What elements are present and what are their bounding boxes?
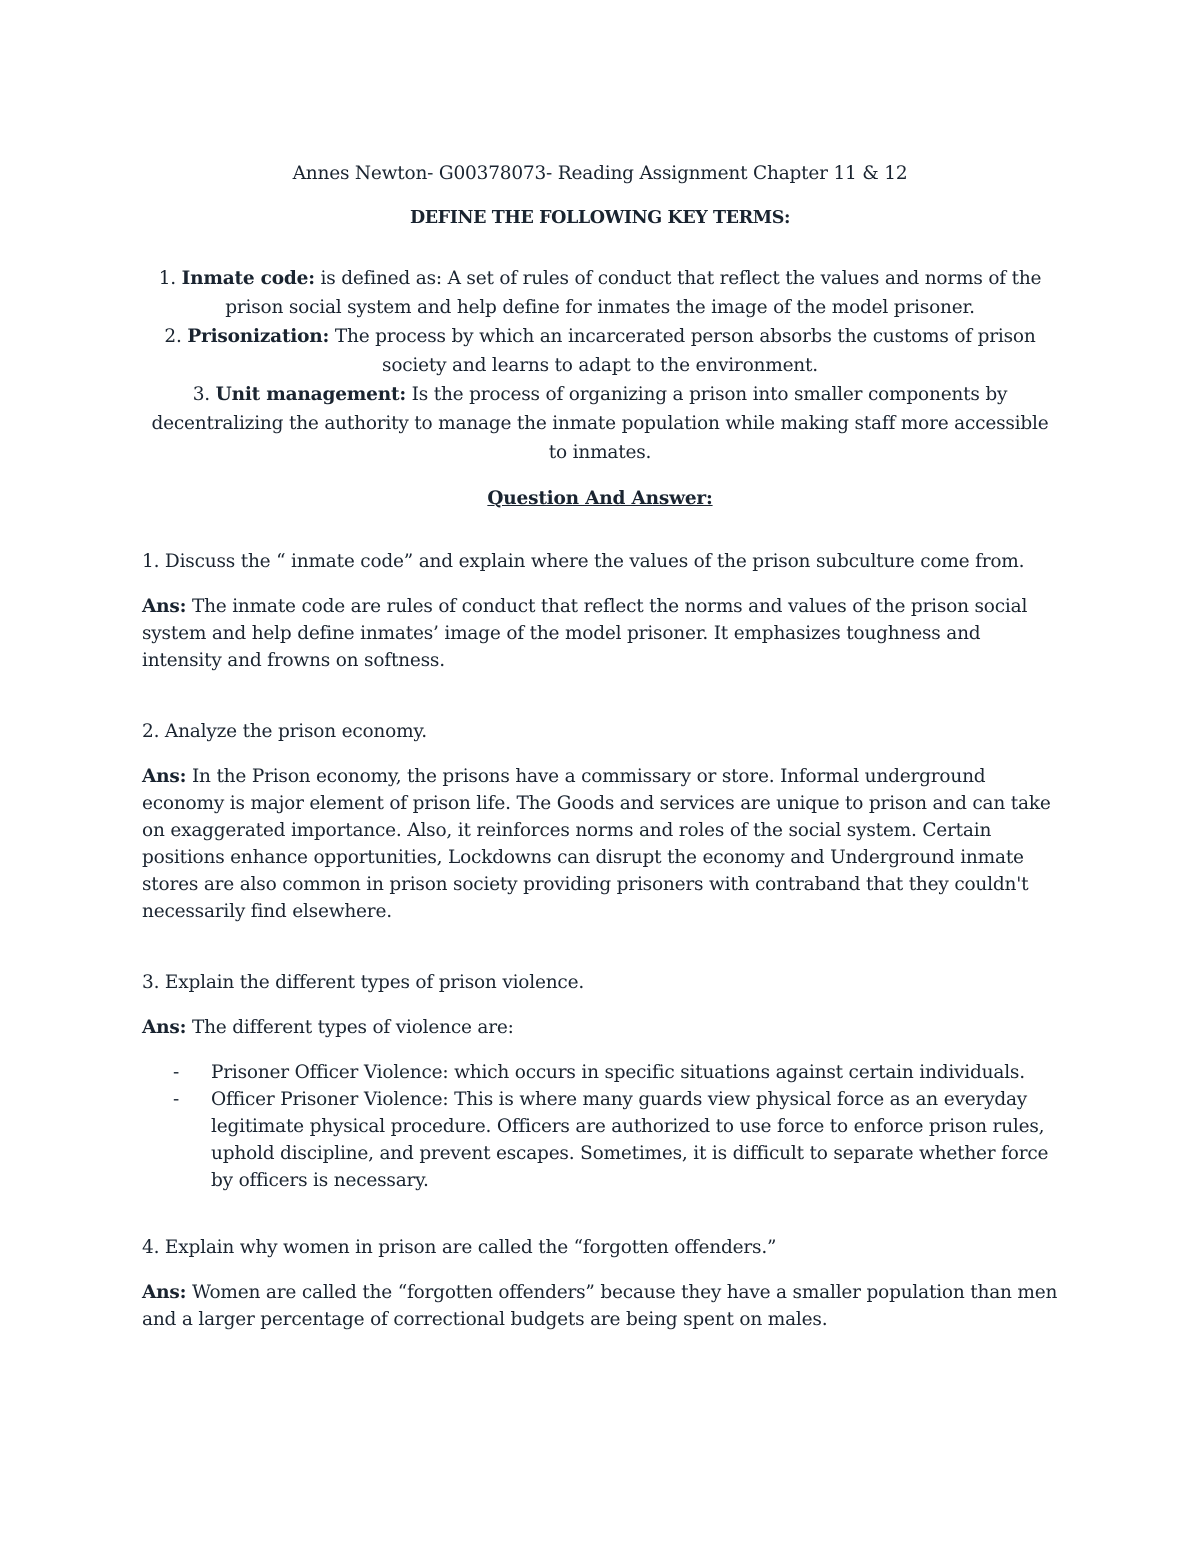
- key-terms-heading: DEFINE THE FOLLOWING KEY TERMS:: [409, 208, 791, 228]
- answer-label: Ans:: [142, 596, 187, 617]
- key-term-item: [142, 264, 1058, 322]
- answer-text: Women are called the “forgotten offenders” because they have a smaller population than men and a larger percentage of correctional budgets are being spent on males.: [142, 1282, 1058, 1330]
- question-1: 1. Discuss the “ inmate code” and explain where the values of the prison subculture come from.: [142, 551, 1025, 572]
- answer-label: Ans:: [142, 766, 187, 787]
- document-title: Annes Newton- G00378073- Reading Assignment Chapter 11 & 12: [292, 163, 908, 184]
- answer-4: [142, 1279, 1058, 1333]
- key-term-number: 1.: [158, 268, 176, 289]
- question-4: 4. Explain why women in prison are called the “forgotten offenders.”: [142, 1237, 777, 1258]
- key-term-item: [142, 322, 1058, 380]
- key-term-definition: The process by which an incarcerated person absorbs the customs of prison society and learns to adapt to the environment.: [334, 326, 1036, 376]
- key-term-name: Inmate code:: [181, 268, 315, 289]
- qa-heading: Question And Answer:: [487, 488, 713, 509]
- answer-label: Ans:: [142, 1282, 187, 1303]
- list-item-text: Prisoner Officer Violence: which occurs in specific situations against certain individuals.: [211, 1062, 1025, 1083]
- key-term-number: 2.: [164, 326, 182, 347]
- answer-label: Ans:: [142, 1017, 187, 1038]
- key-term-name: Prisonization:: [187, 326, 330, 347]
- list-item: [142, 1086, 1058, 1194]
- key-term-definition: is defined as: A set of rules of conduct that reflect the values and norms of the prison social system and help define for inmates the image of the model prisoner.: [225, 268, 1042, 318]
- bullet-dash: -: [173, 1062, 180, 1083]
- answer-text: The inmate code are rules of conduct that reflect the norms and values of the prison social system and help define inmates’ image of the model prisoner. It emphasizes toughness and intensity and frowns on softness.: [142, 596, 1028, 671]
- document-body: [142, 160, 1058, 1333]
- list-item-text: Officer Prisoner Violence: This is where many guards view physical force as an everyday legitimate physical procedure. Officers are authorized to use force to enforce prison rules, uphold discipline, and prevent escapes. Sometimes, it is difficult to separate whether force by officers is necessary.: [211, 1089, 1049, 1191]
- key-term-number: 3.: [192, 384, 210, 405]
- list-item: [142, 1059, 1058, 1086]
- key-term-definition: Is the process of organizing a prison into smaller components by decentralizing the authority to manage the inmate population while making staff more accessible to inmates.: [151, 384, 1049, 463]
- key-term-name: Unit management:: [215, 384, 406, 405]
- answer-text: The different types of violence are:: [191, 1017, 514, 1038]
- answer-3: [142, 1014, 1058, 1041]
- violence-types-list: [142, 1059, 1058, 1194]
- answer-text: In the Prison economy, the prisons have a commissary or store. Informal underground economy is major element of prison life. The Goods and services are unique to prison and can take on exaggerated importance. Also, it reinforces norms and roles of the social system. Certain positions enhance opportunities, Lockdowns can disrupt the economy and Underground inmate stores are also common in prison society providing prisoners with contraband that they couldn't necessarily find elsewhere.: [142, 766, 1051, 922]
- question-3: 3. Explain the different types of prison violence.: [142, 972, 584, 993]
- question-2: 2. Analyze the prison economy.: [142, 721, 427, 742]
- answer-2: [142, 763, 1058, 925]
- key-terms-list: [142, 264, 1058, 467]
- answer-1: [142, 593, 1058, 674]
- key-term-item: [142, 380, 1058, 467]
- bullet-dash: -: [173, 1089, 180, 1110]
